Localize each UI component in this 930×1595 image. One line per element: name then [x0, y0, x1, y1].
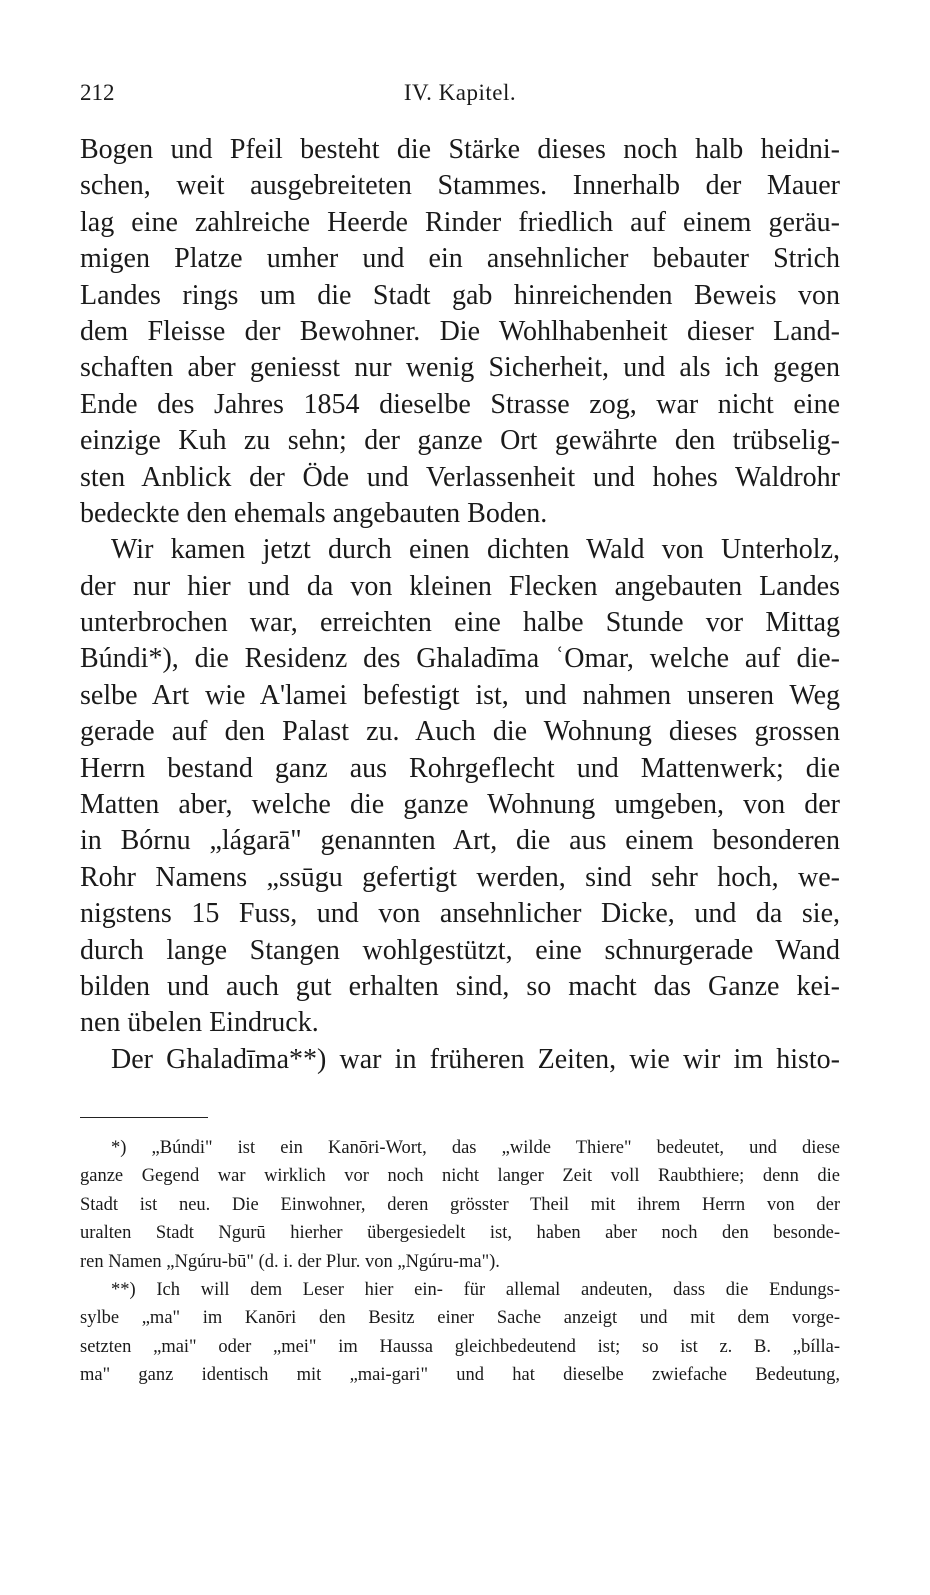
text-line: der nur hier und da von kleinen Flecken angebauten Landes	[80, 570, 840, 602]
footnote-line: sylbe „ma" im Kanōri den Besitz einer Sache anzeigt und mit dem vorge-	[80, 1308, 840, 1329]
text-line: bedeckte den ehemals angebauten Boden.	[80, 497, 548, 529]
text-line: unterbrochen war, erreichten eine halbe Stunde vor Mittag	[80, 607, 840, 639]
text-line: Rohr Namens „ssūgu gefertigt werden, sind sehr hoch, we-	[80, 861, 840, 893]
text-line: bilden und auch gut erhalten sind, so macht das Ganze kei-	[80, 970, 840, 1002]
text-line: in Bórnu „lágarā" genannten Art, die aus einem besonderen	[80, 825, 840, 857]
text-line: Ende des Jahres 1854 dieselbe Strasse zog, war nicht eine	[80, 388, 840, 420]
text-line: durch lange Stangen wohlgestützt, eine schnurgerade Wand	[80, 934, 840, 966]
running-title: IV. Kapitel.	[403, 80, 517, 105]
text-line: sten Anblick der Öde und Verlassenheit und hohes Waldrohr	[80, 461, 840, 493]
text-line: Bogen und Pfeil besteht die Stärke dieses noch halb heidni-	[80, 134, 840, 165]
text-line: selbe Art wie A'lamei befestigt ist, und nahmen unseren Weg	[80, 679, 840, 711]
footnote-line: ganze Gegend war wirklich vor noch nicht langer Zeit voll Raubthiere; denn die	[80, 1166, 840, 1187]
footnote-line: ren Namen „Ngúru-bū" (d. i. der Plur. von „Ngúru-ma").	[80, 1251, 500, 1272]
text-line: Wir kamen jetzt durch einen dichten Wald von Unterholz,	[111, 534, 840, 566]
footnote-line: ma" ganz identisch mit „mai-gari" und hat dieselbe zwiefache Bedeutung,	[80, 1365, 840, 1386]
text-line: nigstens 15 Fuss, und von ansehnlicher Dicke, und da sie,	[80, 898, 840, 930]
page-header	[80, 80, 840, 114]
footnote-divider	[80, 1117, 208, 1118]
text-line: schen, weit ausgebreiteten Stammes. Innerhalb der Mauer	[80, 170, 840, 202]
text-line: nen übelen Eindruck.	[80, 1007, 319, 1039]
text-line: gerade auf den Palast zu. Auch die Wohnung dieses grossen	[80, 716, 840, 748]
body-text	[80, 132, 840, 1078]
text-line: lag eine zahlreiche Heerde Rinder friedlich auf einem geräu-	[80, 206, 840, 238]
footnote-line: *) „Búndi" ist ein Kanōri-Wort, das „wilde Thiere" bedeutet, und diese	[111, 1138, 840, 1158]
page-number: 212	[80, 80, 115, 105]
text-line: einzige Kuh zu sehn; der ganze Ort gewährte den trübselig-	[80, 425, 840, 457]
text-line: dem Fleisse der Bewohner. Die Wohlhabenheit dieser Land-	[80, 315, 840, 347]
text-line: Der Ghaladīma**) war in früheren Zeiten, wie wir im histo-	[111, 1043, 840, 1075]
text-line: migen Platze umher und ein ansehnlicher bebauter Strich	[80, 243, 840, 275]
text-line: Matten aber, welche die ganze Wohnung umgeben, von der	[80, 789, 840, 821]
footnote-line: setzten „mai" oder „mei" im Haussa gleichbedeutend ist; so ist z. B. „bílla-	[80, 1336, 840, 1357]
footnote-line: Stadt ist neu. Die Einwohner, deren grösster Theil mit ihrem Herrn von der	[80, 1194, 840, 1215]
text-line: Landes rings um die Stadt gab hinreichenden Beweis von	[80, 279, 840, 311]
text-line: Herrn bestand ganz aus Rohrgeflecht und Mattenwerk; die	[80, 752, 840, 784]
footnotes	[80, 1134, 840, 1390]
text-line: schaften aber geniesst nur wenig Sicherheit, und als ich gegen	[80, 352, 840, 384]
footnote-line: **) Ich will dem Leser hier ein- für allemal andeuten, dass die Endungs-	[111, 1279, 840, 1300]
footnote-line: uralten Stadt Ngurū hierher übergesiedelt ist, haben aber noch den besonde-	[80, 1223, 840, 1244]
text-line: Búndi*), die Residenz des Ghaladīma ʿOmar, welche auf die-	[80, 643, 840, 675]
